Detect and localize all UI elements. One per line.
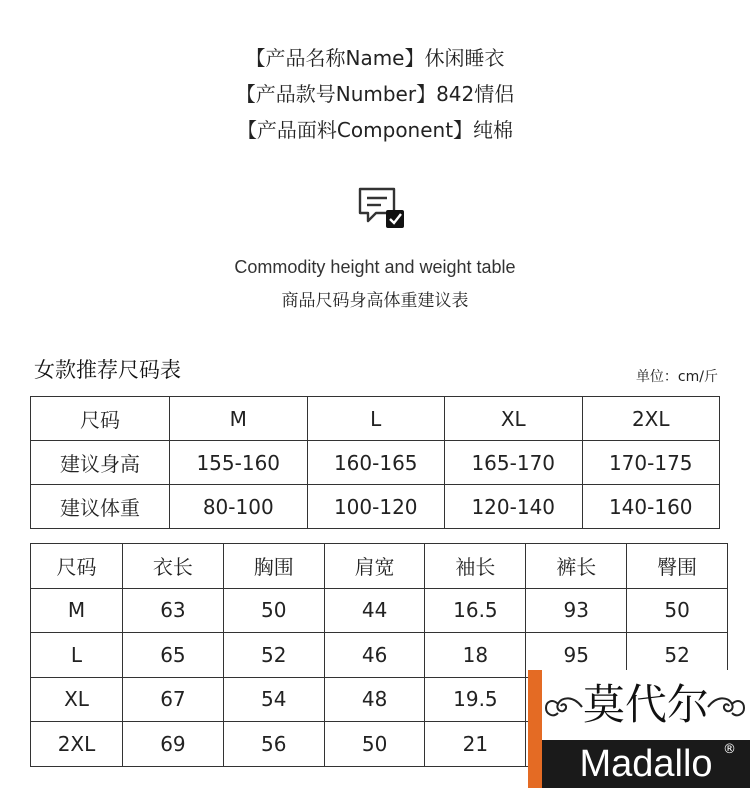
subtitle-chinese: 商品尺码身高体重建议表 (281, 291, 469, 311)
table-header-row (31, 397, 720, 441)
table-row (31, 485, 720, 529)
table-cell: XL (31, 677, 123, 722)
unit-label: 单位：cm/斤 (635, 369, 718, 385)
table-row (31, 441, 720, 485)
table-cell: L (31, 633, 123, 678)
header-cell: 裤长 (526, 544, 627, 589)
header-cell: 2XL (582, 397, 720, 441)
header-cell: 尺码 (31, 544, 123, 589)
table-cell: 21 (425, 722, 526, 767)
table-cell: 18 (425, 633, 526, 678)
table-row (31, 588, 728, 633)
table-cell: 56 (223, 722, 324, 767)
table-cell: 120-140 (445, 485, 583, 529)
logo-english-name: Madallo (579, 743, 713, 785)
table-cell: 44 (324, 588, 425, 633)
table-cell: 155-160 (170, 441, 308, 485)
table-cell: 46 (324, 633, 425, 678)
product-name: 【产品名称Name】休闲睡衣 (245, 46, 505, 70)
header-cell: M (170, 397, 308, 441)
logo-chinese-name: 莫代尔 (582, 680, 709, 729)
table-cell: 19.5 (425, 677, 526, 722)
table-cell: 50 (324, 722, 425, 767)
registered-mark: ® (723, 742, 736, 757)
table-cell: 63 (123, 588, 224, 633)
logo-accent-bar (528, 670, 542, 788)
table-cell: 建议体重 (31, 485, 170, 529)
product-info (0, 40, 750, 148)
table-cell: 170-175 (582, 441, 720, 485)
header-cell: 肩宽 (324, 544, 425, 589)
logo-band (542, 740, 750, 788)
product-number: 【产品款号Number】842情侣 (235, 82, 515, 106)
size-chart-title: 女款推荐尺码表 (34, 358, 181, 382)
table-cell: 2XL (31, 722, 123, 767)
header-cell: L (307, 397, 445, 441)
header-cell: 袖长 (425, 544, 526, 589)
table-cell: 建议身高 (31, 441, 170, 485)
table-cell: 54 (223, 677, 324, 722)
table-cell: 50 (627, 588, 728, 633)
table-cell: 165-170 (445, 441, 583, 485)
table-cell: 16.5 (425, 588, 526, 633)
table-cell: 69 (123, 722, 224, 767)
recommend-size-table (30, 396, 720, 529)
comment-check-icon (357, 186, 407, 232)
table-cell: 67 (123, 677, 224, 722)
table-cell: 100-120 (307, 485, 445, 529)
header-cell: 尺码 (31, 397, 170, 441)
brand-logo (528, 670, 750, 788)
table-cell: 160-165 (307, 441, 445, 485)
table-cell: 52 (627, 633, 728, 678)
product-component: 【产品面料Component】纯棉 (236, 118, 514, 142)
header-cell: 胸围 (223, 544, 324, 589)
table-cell: 50 (223, 588, 324, 633)
table-cell: 52 (223, 633, 324, 678)
table-header-row (31, 544, 728, 589)
table-cell: 80-100 (170, 485, 308, 529)
table-cell: 65 (123, 633, 224, 678)
table-cell: 93 (526, 588, 627, 633)
table-cell: 95 (526, 633, 627, 678)
table-cell: 140-160 (582, 485, 720, 529)
header-cell: XL (445, 397, 583, 441)
table-cell: M (31, 588, 123, 633)
table-cell: 48 (324, 677, 425, 722)
subtitle-english: Commodity height and weight table (234, 257, 516, 277)
header-cell: 臀围 (627, 544, 728, 589)
flourish-right-icon (706, 692, 746, 722)
header-cell: 衣长 (123, 544, 224, 589)
